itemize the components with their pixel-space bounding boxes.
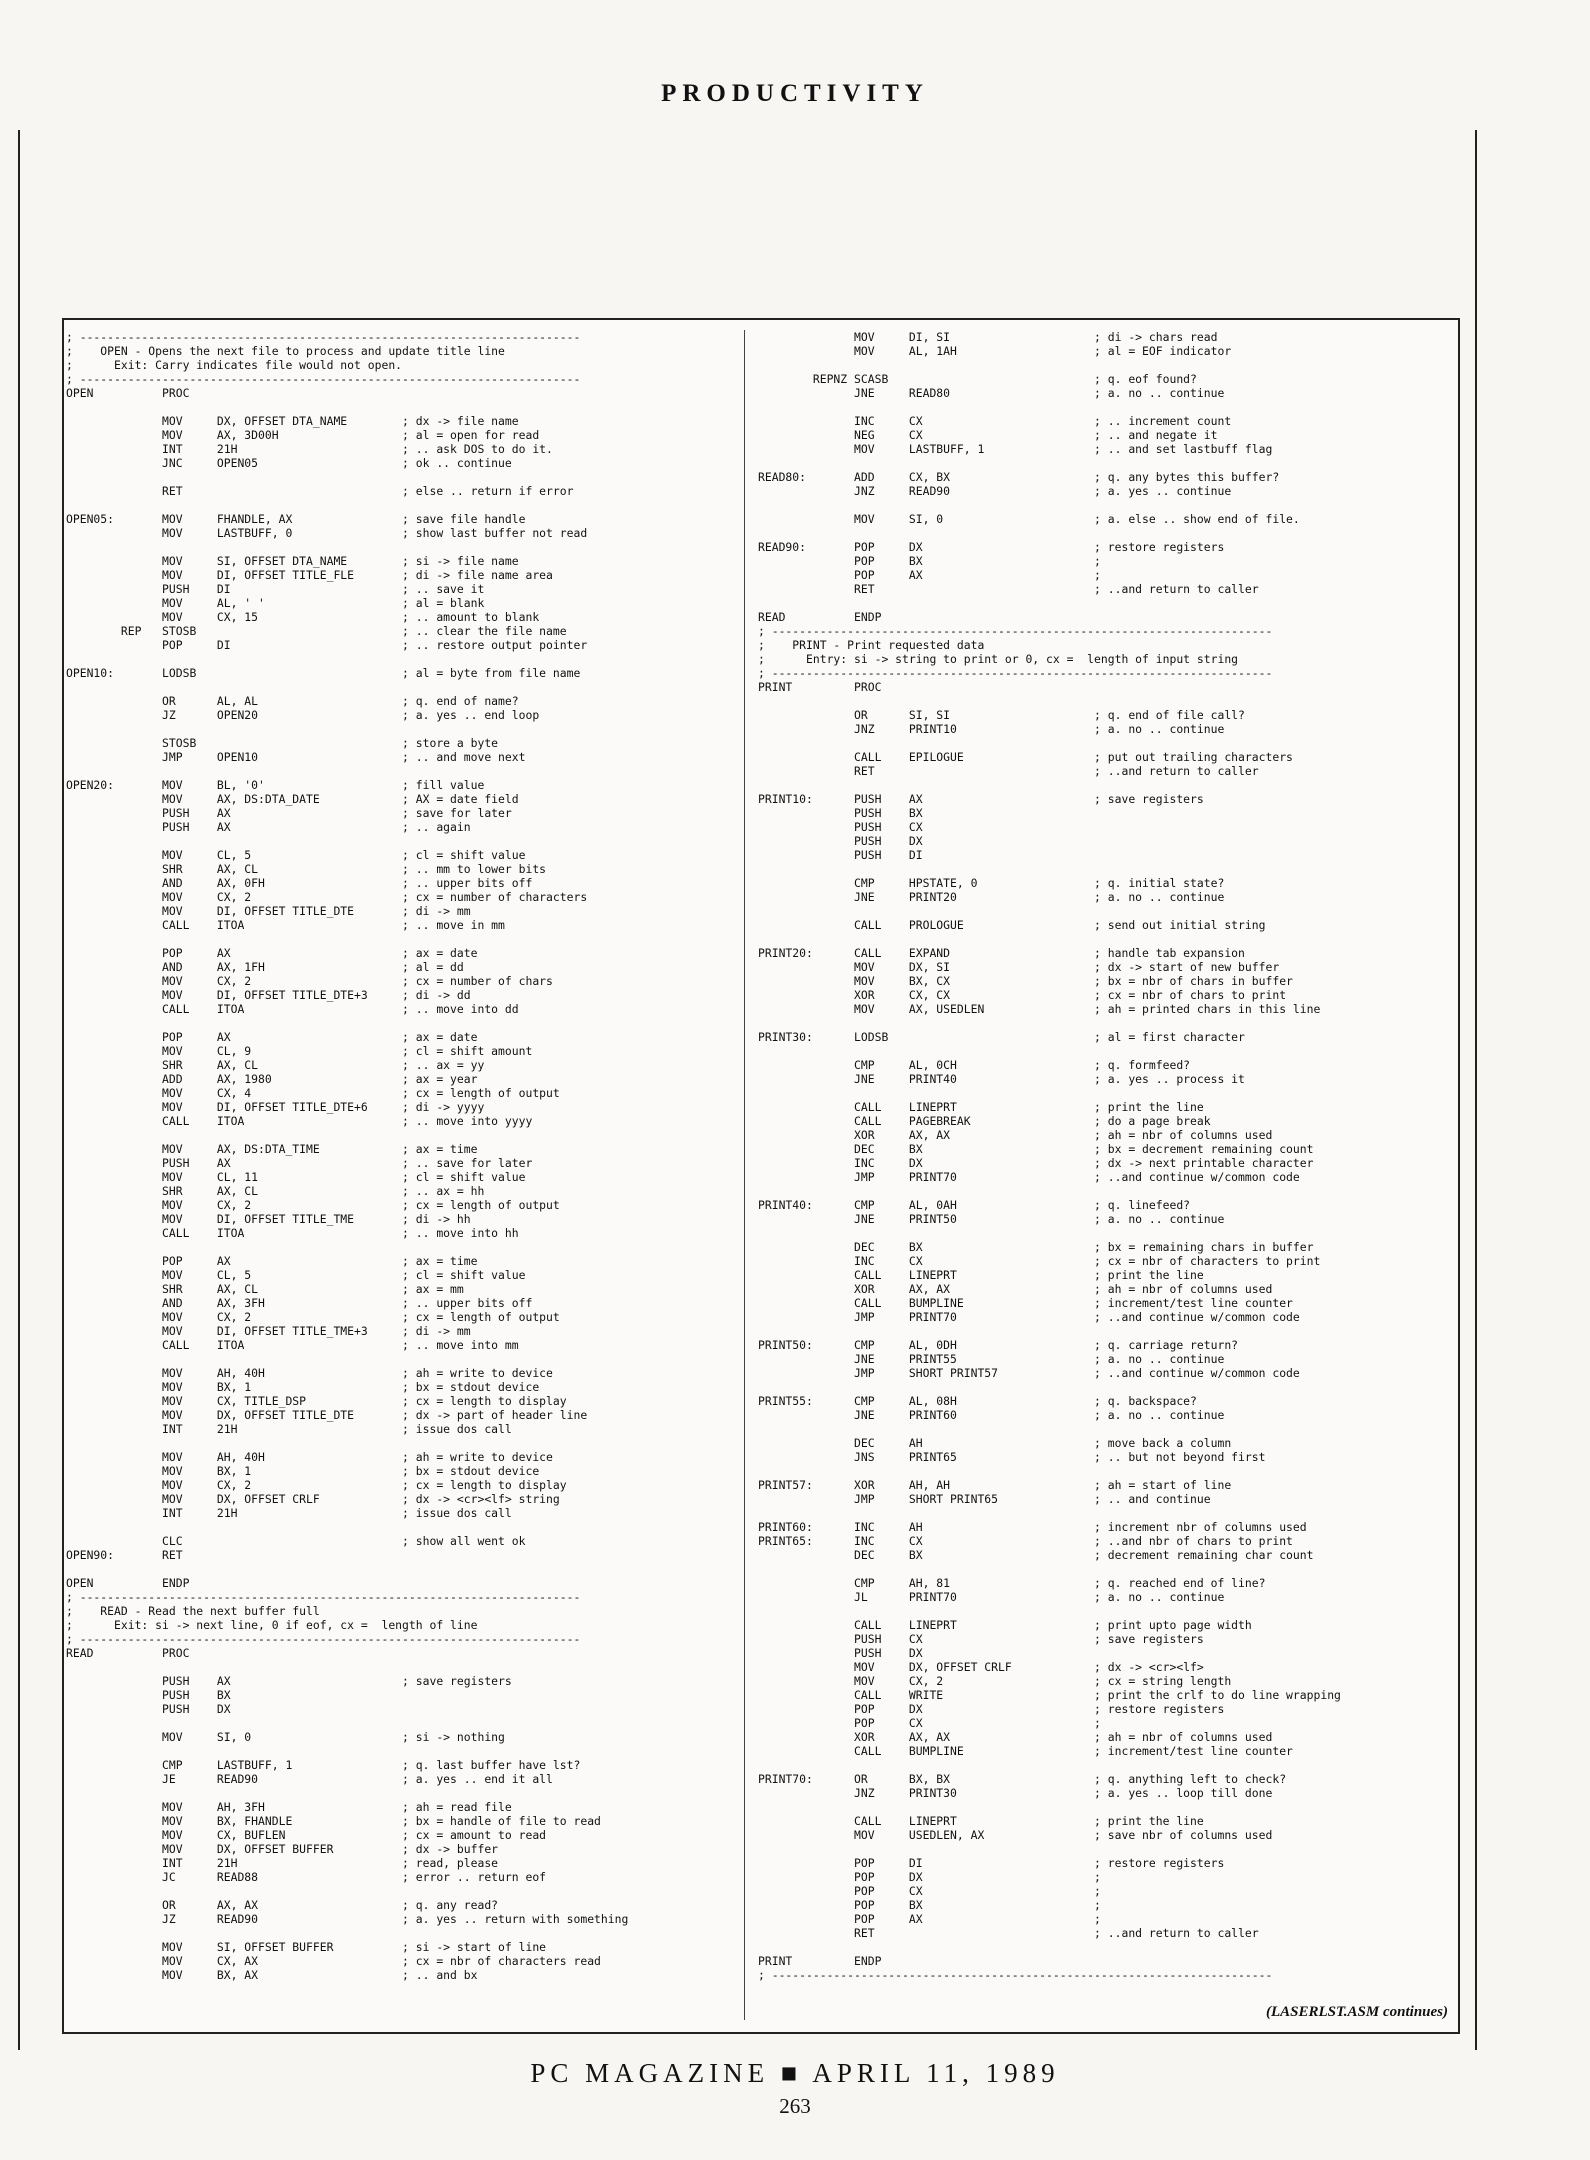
code-line: MOV CX, 2 ; cx = string length — [758, 1674, 1232, 1688]
code-line: MOV AH, 3FH ; ah = read file — [66, 1800, 512, 1814]
code-line: MOV CX, 2 ; cx = length to display — [66, 1478, 567, 1492]
code-line — [758, 456, 1458, 470]
code-line: JNS PRINT65 ; .. but not beyond first — [758, 1450, 1266, 1464]
code-line: PUSH DX — [758, 834, 923, 848]
code-line: SHR AX, CL ; .. ax = yy — [66, 1058, 485, 1072]
code-line — [66, 932, 742, 946]
code-line: OPEN20: MOV BL, '0' ; fill value — [66, 778, 485, 792]
code-line: OPEN ENDP — [66, 1576, 190, 1590]
code-line: OR AL, AL ; q. end of name? — [66, 694, 519, 708]
code-line: READ PROC — [66, 1646, 190, 1660]
code-line: ; ------------------------------------------------------------------------- — [66, 1632, 581, 1646]
code-line: PRINT10: PUSH AX ; save registers — [758, 792, 1204, 806]
code-line — [758, 736, 1458, 750]
code-line: MOV CX, 2 ; cx = length of output — [66, 1310, 560, 1324]
right-margin-rule — [1475, 130, 1477, 2050]
code-line: INC DX ; dx -> next printable character — [758, 1156, 1314, 1170]
code-line: MOV AH, 40H ; ah = write to device — [66, 1366, 553, 1380]
code-line: INT 21H ; issue dos call — [66, 1506, 512, 1520]
code-line: CALL PAGEBREAK ; do a page break — [758, 1114, 1211, 1128]
code-line — [758, 1604, 1458, 1618]
code-line — [758, 862, 1458, 876]
code-line: MOV LASTBUFF, 1 ; .. and set lastbuff flag — [758, 442, 1273, 456]
code-line: PUSH AX ; .. save for later — [66, 1156, 533, 1170]
code-line: CALL ITOA ; .. move into dd — [66, 1002, 519, 1016]
code-line: MOV CL, 9 ; cl = shift amount — [66, 1044, 533, 1058]
code-line: CALL BUMPLINE ; increment/test line counter — [758, 1296, 1293, 1310]
code-line — [66, 1240, 742, 1254]
code-line: READ90: POP DX ; restore registers — [758, 540, 1225, 554]
code-line: INT 21H ; .. ask DOS to do it. — [66, 442, 553, 456]
code-line: MOV DI, SI ; di -> chars read — [758, 330, 1218, 344]
code-line: MOV SI, OFFSET BUFFER ; si -> start of line — [66, 1940, 547, 1954]
code-line: MOV SI, OFFSET DTA_NAME ; si -> file name — [66, 554, 519, 568]
code-line: PUSH DI ; .. save it — [66, 582, 485, 596]
code-line — [758, 904, 1458, 918]
code-line — [66, 834, 742, 848]
code-line: MOV BX, 1 ; bx = stdout device — [66, 1380, 540, 1394]
listing-left-column — [66, 330, 742, 2030]
code-line: OPEN05: MOV FHANDLE, AX ; save file handle — [66, 512, 526, 526]
code-line: ; ------------------------------------------------------------------------- — [758, 1968, 1273, 1982]
code-line — [66, 1128, 742, 1142]
code-line — [66, 764, 742, 778]
code-line: CALL WRITE ; print the crlf to do line wrapping — [758, 1688, 1341, 1702]
code-line: JZ OPEN20 ; a. yes .. end loop — [66, 708, 540, 722]
code-line: CALL EPILOGUE ; put out trailing characters — [758, 750, 1293, 764]
code-line: MOV DX, OFFSET DTA_NAME ; dx -> file name — [66, 414, 519, 428]
code-line — [758, 1016, 1458, 1030]
code-line: MOV BX, FHANDLE ; bx = handle of file to read — [66, 1814, 601, 1828]
code-line: MOV SI, 0 ; a. else .. show end of file. — [758, 512, 1300, 526]
code-line: MOV DI, OFFSET TITLE_DTE+3 ; di -> dd — [66, 988, 471, 1002]
code-line: MOV DX, OFFSET TITLE_DTE ; dx -> part of header line — [66, 1408, 588, 1422]
code-line — [66, 1562, 742, 1576]
code-line: PUSH AX ; save for later — [66, 806, 512, 820]
code-line — [758, 1940, 1458, 1954]
code-line: ; Exit: si -> next line, 0 if eof, cx = length of line — [66, 1618, 478, 1632]
code-line: MOV BX, AX ; .. and bx — [66, 1968, 478, 1982]
code-line: RET ; ..and return to caller — [758, 582, 1259, 596]
left-margin-rule — [18, 130, 20, 2050]
code-line: OPEN90: RET — [66, 1548, 183, 1562]
code-line: PRINT30: LODSB ; al = first character — [758, 1030, 1245, 1044]
code-line: ; ------------------------------------------------------------------------- — [66, 330, 581, 344]
code-line: JZ READ90 ; a. yes .. return with something — [66, 1912, 629, 1926]
code-line — [758, 1506, 1458, 1520]
code-line: OR AX, AX ; q. any read? — [66, 1898, 499, 1912]
code-line: XOR AX, AX ; ah = nbr of columns used — [758, 1730, 1273, 1744]
code-line: AND AX, 3FH ; .. upper bits off — [66, 1296, 533, 1310]
code-line: MOV AX, DS:DTA_DATE ; AX = date field — [66, 792, 519, 806]
code-line: MOV USEDLEN, AX ; save nbr of columns used — [758, 1828, 1273, 1842]
code-line: MOV CX, 2 ; cx = number of chars — [66, 974, 553, 988]
code-line: CALL LINEPRT ; print the line — [758, 1814, 1204, 1828]
code-line — [66, 470, 742, 484]
code-line: JL PRINT70 ; a. no .. continue — [758, 1590, 1225, 1604]
code-line: CALL LINEPRT ; print the line — [758, 1100, 1204, 1114]
code-line: OR SI, SI ; q. end of file call? — [758, 708, 1245, 722]
code-line — [758, 1758, 1458, 1772]
code-line: MOV DI, OFFSET TITLE_DTE+6 ; di -> yyyy — [66, 1100, 485, 1114]
code-line: PUSH BX — [66, 1688, 231, 1702]
code-line — [66, 540, 742, 554]
code-line: PRINT40: CMP AL, 0AH ; q. linefeed? — [758, 1198, 1191, 1212]
code-line: NEG CX ; .. and negate it — [758, 428, 1218, 442]
code-line: MOV DX, SI ; dx -> start of new buffer — [758, 960, 1280, 974]
code-line: SHR AX, CL ; ax = mm — [66, 1282, 464, 1296]
code-line: REPNZ SCASB ; q. eof found? — [758, 372, 1197, 386]
code-line: REP STOSB ; .. clear the file name — [66, 624, 567, 638]
code-line: CALL LINEPRT ; print upto page width — [758, 1618, 1252, 1632]
code-line: MOV DI, OFFSET TITLE_TME+3 ; di -> mm — [66, 1324, 471, 1338]
code-line: PUSH CX ; save registers — [758, 1632, 1204, 1646]
code-line: MOV CX, 2 ; cx = number of characters — [66, 890, 588, 904]
code-line: RET ; ..and return to caller — [758, 1926, 1259, 1940]
code-line: INC CX ; cx = nbr of characters to print — [758, 1254, 1321, 1268]
code-line — [758, 498, 1458, 512]
code-line: PUSH CX — [758, 820, 923, 834]
code-line: JNE PRINT60 ; a. no .. continue — [758, 1408, 1225, 1422]
code-line — [758, 1184, 1458, 1198]
code-line: PRINT55: CMP AL, 08H ; q. backspace? — [758, 1394, 1197, 1408]
section-header: PRODUCTIVITY — [661, 80, 929, 107]
code-line: RET ; else .. return if error — [66, 484, 574, 498]
code-line: POP AX ; ax = date — [66, 1030, 478, 1044]
code-line: MOV DI, OFFSET TITLE_DTE ; di -> mm — [66, 904, 471, 918]
code-line: JMP SHORT PRINT57 ; ..and continue w/common code — [758, 1366, 1300, 1380]
code-line: READ ENDP — [758, 610, 882, 624]
code-line: CMP AH, 81 ; q. reached end of line? — [758, 1576, 1266, 1590]
code-line: INT 21H ; read, please — [66, 1856, 499, 1870]
code-line — [758, 400, 1458, 414]
code-line: PUSH BX — [758, 806, 923, 820]
code-line: ADD AX, 1980 ; ax = year — [66, 1072, 478, 1086]
code-line: MOV AL, 1AH ; al = EOF indicator — [758, 344, 1232, 358]
code-line: CMP HPSTATE, 0 ; q. initial state? — [758, 876, 1225, 890]
code-line: PUSH AX ; save registers — [66, 1674, 512, 1688]
code-line: RET ; ..and return to caller — [758, 764, 1259, 778]
code-line: JNE PRINT50 ; a. no .. continue — [758, 1212, 1225, 1226]
code-line — [758, 1464, 1458, 1478]
code-line — [66, 1520, 742, 1534]
code-line: DEC AH ; move back a column — [758, 1436, 1232, 1450]
code-line: ; READ - Read the next buffer full — [66, 1604, 320, 1618]
code-line: PUSH DI — [758, 848, 923, 862]
code-line: MOV AL, ' ' ; al = blank — [66, 596, 485, 610]
code-line — [758, 1044, 1458, 1058]
code-line: POP CX ; — [758, 1716, 1101, 1730]
code-line: POP BX ; — [758, 554, 1101, 568]
code-line — [66, 400, 742, 414]
code-line: ; ------------------------------------------------------------------------- — [758, 624, 1273, 638]
code-line: MOV SI, 0 ; si -> nothing — [66, 1730, 505, 1744]
code-line — [758, 932, 1458, 946]
code-line — [758, 1086, 1458, 1100]
code-line — [758, 358, 1458, 372]
code-line — [758, 1226, 1458, 1240]
code-line: ; PRINT - Print requested data — [758, 638, 985, 652]
code-line: ; Exit: Carry indicates file would not open. — [66, 358, 403, 372]
code-line: CALL PROLOGUE ; send out initial string — [758, 918, 1266, 932]
code-line: READ80: ADD CX, BX ; q. any bytes this buffer? — [758, 470, 1280, 484]
code-line: SHR AX, CL ; .. ax = hh — [66, 1184, 485, 1198]
code-line: CALL ITOA ; .. move into hh — [66, 1226, 519, 1240]
code-line — [66, 1786, 742, 1800]
code-line: JNE READ80 ; a. no .. continue — [758, 386, 1225, 400]
code-line: MOV CX, 2 ; cx = length of output — [66, 1198, 560, 1212]
code-line: CALL ITOA ; .. move into yyyy — [66, 1114, 533, 1128]
code-line — [758, 1562, 1458, 1576]
code-line: MOV CX, BUFLEN ; cx = amount to read — [66, 1828, 547, 1842]
code-line: JNC OPEN05 ; ok .. continue — [66, 456, 512, 470]
code-line: POP DI ; .. restore output pointer — [66, 638, 588, 652]
code-line — [66, 1716, 742, 1730]
code-line: MOV AX, DS:DTA_TIME ; ax = time — [66, 1142, 478, 1156]
code-line: MOV CX, TITLE_DSP ; cx = length to display — [66, 1394, 567, 1408]
code-line: JNE PRINT20 ; a. no .. continue — [758, 890, 1225, 904]
code-line: MOV CX, 4 ; cx = length of output — [66, 1086, 560, 1100]
code-line: POP DI ; restore registers — [758, 1856, 1225, 1870]
code-line — [66, 722, 742, 736]
code-line: PRINT50: CMP AL, 0DH ; q. carriage return? — [758, 1338, 1239, 1352]
code-line: INC CX ; .. increment count — [758, 414, 1232, 428]
code-line: PRINT ENDP — [758, 1954, 882, 1968]
code-line — [66, 1352, 742, 1366]
code-line: JNE PRINT40 ; a. yes .. process it — [758, 1072, 1245, 1086]
code-line: POP DX ; — [758, 1870, 1101, 1884]
code-line — [66, 652, 742, 666]
code-line: CLC ; show all went ok — [66, 1534, 526, 1548]
code-line: JNE PRINT55 ; a. no .. continue — [758, 1352, 1225, 1366]
code-line: PRINT PROC — [758, 680, 882, 694]
code-line: CALL ITOA ; .. move into mm — [66, 1338, 519, 1352]
code-line: POP AX ; ax = date — [66, 946, 478, 960]
code-line — [758, 1800, 1458, 1814]
code-line: POP DX ; restore registers — [758, 1702, 1225, 1716]
code-line: ; Entry: si -> string to print or 0, cx = length of input string — [758, 652, 1239, 666]
code-line: MOV BX, 1 ; bx = stdout device — [66, 1464, 540, 1478]
code-line — [758, 1380, 1458, 1394]
code-line: XOR AX, AX ; ah = nbr of columns used — [758, 1128, 1273, 1142]
code-line: PRINT65: INC CX ; ..and nbr of chars to print — [758, 1534, 1293, 1548]
code-line: AND AX, 0FH ; .. upper bits off — [66, 876, 533, 890]
code-line: JMP OPEN10 ; .. and move next — [66, 750, 526, 764]
code-line: CALL LINEPRT ; print the line — [758, 1268, 1204, 1282]
code-line: JMP SHORT PRINT65 ; .. and continue — [758, 1492, 1211, 1506]
code-line — [758, 694, 1458, 708]
code-line: STOSB ; store a byte — [66, 736, 499, 750]
code-line: POP BX ; — [758, 1898, 1101, 1912]
code-line: MOV DI, OFFSET TITLE_FLE ; di -> file name area — [66, 568, 553, 582]
code-line: INT 21H ; issue dos call — [66, 1422, 512, 1436]
code-line: ; OPEN - Opens the next file to process and update title line — [66, 344, 505, 358]
code-line: PRINT60: INC AH ; increment nbr of columns used — [758, 1520, 1307, 1534]
code-line: PUSH DX — [66, 1702, 231, 1716]
code-line: POP AX ; — [758, 1912, 1101, 1926]
code-line: PUSH DX — [758, 1646, 923, 1660]
code-line: MOV DX, OFFSET CRLF ; dx -> <cr><lf> — [758, 1660, 1204, 1674]
code-line: ; ------------------------------------------------------------------------- — [66, 372, 581, 386]
code-line: XOR CX, CX ; cx = nbr of chars to print — [758, 988, 1287, 1002]
code-line — [758, 1324, 1458, 1338]
code-line: JMP PRINT70 ; ..and continue w/common code — [758, 1310, 1300, 1324]
code-line: XOR AX, AX ; ah = nbr of columns used — [758, 1282, 1273, 1296]
code-line: POP AX ; — [758, 568, 1101, 582]
code-line: DEC BX ; decrement remaining char count — [758, 1548, 1314, 1562]
code-line: DEC BX ; bx = remaining chars in buffer — [758, 1240, 1314, 1254]
code-line — [758, 596, 1458, 610]
code-line: MOV BX, CX ; bx = nbr of chars in buffer — [758, 974, 1293, 988]
code-line: CALL BUMPLINE ; increment/test line counter — [758, 1744, 1293, 1758]
page-number: 263 — [779, 2094, 811, 2118]
code-line: MOV AH, 40H ; ah = write to device — [66, 1450, 553, 1464]
listing-right-column — [758, 330, 1458, 2020]
code-line — [66, 1660, 742, 1674]
code-line — [66, 498, 742, 512]
code-line — [758, 1842, 1458, 1856]
code-line: POP AX ; ax = time — [66, 1254, 478, 1268]
code-line — [66, 1436, 742, 1450]
code-line: MOV CL, 5 ; cl = shift value — [66, 1268, 526, 1282]
code-line — [758, 526, 1458, 540]
code-line: OPEN PROC — [66, 386, 190, 400]
code-line: CMP AL, 0CH ; q. formfeed? — [758, 1058, 1191, 1072]
code-line — [758, 778, 1458, 792]
code-line: PRINT20: CALL EXPAND ; handle tab expansion — [758, 946, 1245, 960]
column-divider — [744, 330, 745, 2020]
publication-footer: PC MAGAZINE ■ APRIL 11, 1989 — [530, 2058, 1060, 2088]
code-line: JMP PRINT70 ; ..and continue w/common code — [758, 1170, 1300, 1184]
code-line: MOV CL, 11 ; cl = shift value — [66, 1170, 526, 1184]
code-line: JNZ READ90 ; a. yes .. continue — [758, 484, 1232, 498]
code-line: MOV AX, USEDLEN ; ah = printed chars in this line — [758, 1002, 1321, 1016]
code-line: PRINT57: XOR AH, AH ; ah = start of line — [758, 1478, 1232, 1492]
code-line: JC READ88 ; error .. return eof — [66, 1870, 547, 1884]
code-line: JNZ PRINT30 ; a. yes .. loop till done — [758, 1786, 1273, 1800]
code-line: MOV CL, 5 ; cl = shift value — [66, 848, 526, 862]
code-line: JE READ90 ; a. yes .. end it all — [66, 1772, 553, 1786]
code-line: MOV CX, AX ; cx = nbr of characters read — [66, 1954, 601, 1968]
code-line: CMP LASTBUFF, 1 ; q. last buffer have lst? — [66, 1758, 581, 1772]
code-line — [66, 1884, 742, 1898]
code-line — [66, 1016, 742, 1030]
code-line — [66, 1926, 742, 1940]
code-line — [758, 1422, 1458, 1436]
code-line: MOV DX, OFFSET BUFFER ; dx -> buffer — [66, 1842, 499, 1856]
code-line: AND AX, 1FH ; al = dd — [66, 960, 464, 974]
continues-note: (LASERLST.ASM continues) — [1266, 2004, 1448, 2020]
code-line: OPEN10: LODSB ; al = byte from file name — [66, 666, 581, 680]
code-line: MOV AX, 3D00H ; al = open for read — [66, 428, 540, 442]
code-line: JNZ PRINT10 ; a. no .. continue — [758, 722, 1225, 736]
code-line: ; ------------------------------------------------------------------------- — [758, 666, 1273, 680]
code-line: DEC BX ; bx = decrement remaining count — [758, 1142, 1314, 1156]
code-line: MOV LASTBUFF, 0 ; show last buffer not read — [66, 526, 588, 540]
code-line: MOV CX, 15 ; .. amount to blank — [66, 610, 540, 624]
code-line: CALL ITOA ; .. move in mm — [66, 918, 505, 932]
code-line: SHR AX, CL ; .. mm to lower bits — [66, 862, 547, 876]
code-line: PRINT70: OR BX, BX ; q. anything left to check? — [758, 1772, 1287, 1786]
code-line: MOV DI, OFFSET TITLE_TME ; di -> hh — [66, 1212, 471, 1226]
code-line: PUSH AX ; .. again — [66, 820, 471, 834]
code-line: POP CX ; — [758, 1884, 1101, 1898]
code-line — [66, 1744, 742, 1758]
code-line: MOV DX, OFFSET CRLF ; dx -> <cr><lf> string — [66, 1492, 560, 1506]
code-line: ; ------------------------------------------------------------------------- — [66, 1590, 581, 1604]
code-line — [66, 680, 742, 694]
